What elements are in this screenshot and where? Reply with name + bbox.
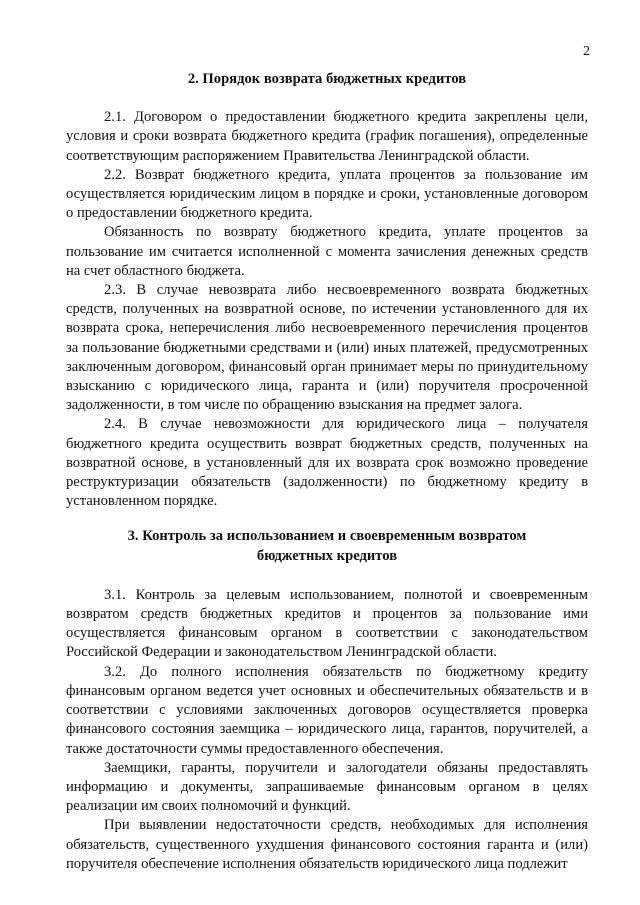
paragraph-2-2-obligation: Обязанность по возврату бюджетного кредита, уплате процентов за пользование им считается исполненной с момента зачисления денежных средств на счет областного бюджета.	[66, 224, 588, 279]
paragraph-2-2: 2.2. Возврат бюджетного кредита, уплата процентов за пользование им осуществляется юридическим лицом в порядке и сроки, установленные договором о предоставлении бюджетного кредита.	[66, 166, 588, 222]
document-body	[66, 70, 588, 874]
section-3-title	[66, 527, 588, 565]
section-2-title: 2. Порядок возврата бюджетных кредитов	[187, 71, 467, 87]
section-3-title-line-1: 3. Контроль за использованием и своевременным возвратом	[127, 528, 527, 545]
paragraph-3-2-insufficiency: При выявлении недостаточности средств, необходимых для исполнения обязательств, существенного ухудшения финансового состояния гаранта и (или) поручителя обеспечение исполнения обязательств юридического лица подлежит	[66, 817, 588, 872]
paragraph-3-1: 3.1. Контроль за целевым использованием, полнотой и своевременным возвратом средств бюджетных кредитов и процентов за пользование ими осуществляется финансовым органом в соответствии с законодательством Российской Федерации и законодательством Ленинградской области.	[66, 586, 588, 661]
paragraph-2-3: 2.3. В случае невозврата либо несвоевременного возврата бюджетных средств, полученных на возвратной основе, по истечении установленного для их возврата срока, неперечисления либо несвоевременного перечисления процентов за пользование бюджетными средствами и (или) иных платежей, предусмотренных заключенным договором, финансовый орган принимает меры по принудительному взысканию с юридического лица, гаранта и (или) поручителя просроченной задолженности, в том числе по обращению взыскания на предмет залога.	[66, 282, 588, 414]
paragraph-2-1: 2.1. Договором о предоставлении бюджетного кредита закреплены цели, условия и сроки возврата бюджетного кредита (график погашения), определенные соответствующим распоряжением Правительства Ленинградской области.	[66, 109, 588, 164]
paragraph-3-2-borrowers: Заемщики, гаранты, поручители и залогодатели обязаны предоставлять информацию и документы, запрашиваемые финансовым органом в целях реализации им своих полномочий и функций.	[66, 759, 588, 815]
paragraph-3-2: 3.2. До полного исполнения обязательств по бюджетному кредиту финансовым органом ведется учет основных и обеспечительных обязательств и в соответствии с условиями заключенных договоров осуществляется проверка финансового состояния заемщика – юридического лица, гарантов, поручителей, а также достаточности суммы предоставленного обеспечения.	[66, 663, 588, 757]
paragraph-2-4: 2.4. В случае невозможности для юридического лица – получателя бюджетного кредита осуществить возврат бюджетных средств, полученных на возвратной основе, в установленный для их возврата срок возможно проведение реструктуризации обязательств (задолженности) по бюджетному кредиту в установленном порядке.	[66, 416, 588, 510]
section-3-title-line-2: бюджетных кредитов	[256, 547, 398, 564]
page-number: 2	[583, 44, 590, 59]
